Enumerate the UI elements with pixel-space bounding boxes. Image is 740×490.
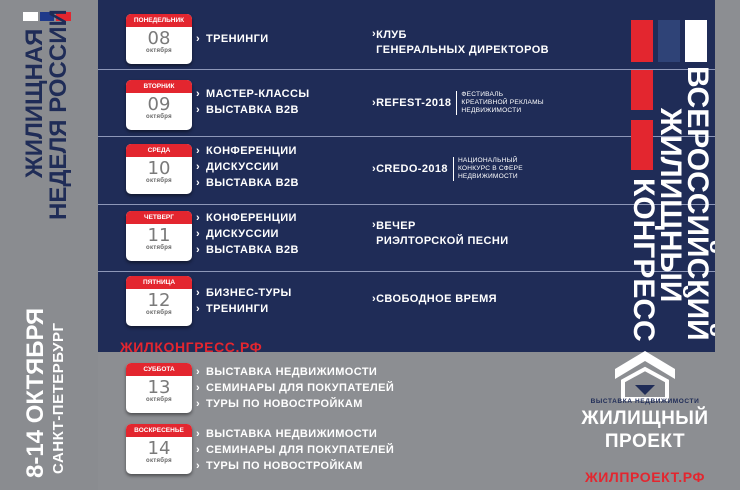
month-label: октября <box>145 48 172 54</box>
house-logo-icon <box>613 349 677 401</box>
chevron-right-icon: › <box>196 145 201 157</box>
calendar-day-11 <box>126 211 192 261</box>
chevron-right-icon: › <box>196 161 201 173</box>
activity-item: МАСТЕР-КЛАССЫ <box>206 88 310 100</box>
weekday-label: ВОСКРЕСЕНЬЕ <box>126 424 192 437</box>
activity-item: ДИСКУССИИ <box>206 228 279 240</box>
event-09 <box>372 91 544 115</box>
month-label: октября <box>145 310 172 316</box>
event-10 <box>372 157 523 181</box>
calendar-day-08 <box>126 14 192 64</box>
activity-item: ДИСКУССИИ <box>206 161 279 173</box>
week-title-line2: НЕДЕЛЯ РОССИИ <box>45 9 72 220</box>
chevron-right-icon: › <box>196 177 201 189</box>
weekday-label: СУББОТА <box>126 363 192 376</box>
activities-13 <box>196 364 394 412</box>
activity-item: СЕМИНАРЫ ДЛЯ ПОКУПАТЕЛЕЙ <box>206 444 395 456</box>
activity-item: КОНФЕРЕНЦИИ <box>206 212 297 224</box>
activity-item: ТРЕНИНГИ <box>206 33 269 45</box>
activities-09 <box>196 86 310 118</box>
weekday-label: ВТОРНИК <box>126 80 192 93</box>
event-08 <box>372 28 549 58</box>
month-label: октября <box>145 397 172 403</box>
weekday-label: СРЕДА <box>126 144 192 157</box>
event-title: КЛУБ ГЕНЕРАЛЬНЫХ ДИРЕКТОРОВ <box>376 29 550 56</box>
chevron-right-icon: › <box>196 398 201 410</box>
chevron-right-icon: › <box>196 366 201 378</box>
chevron-right-icon: › <box>372 162 377 175</box>
exhibition-subtitle: ВЫСТАВКА НЕДВИЖИМОСТИ <box>590 398 700 405</box>
week-title-line1: ЖИЛИЩНАЯ <box>21 28 48 178</box>
chevron-right-icon: › <box>372 96 377 109</box>
event-subtitle: ФЕСТИВАЛЬ КРЕАТИВНОЙ РЕКЛАМЫ НЕДВИЖИМОСТИ <box>456 91 543 115</box>
event-subtitle: НАЦИОНАЛЬНЫЙ КОНКУРС В СФЕРЕ НЕДВИЖИМОСТИ <box>453 157 523 181</box>
logo-bar-red <box>631 70 653 110</box>
chevron-right-icon: › <box>196 104 201 116</box>
chevron-right-icon: › <box>196 228 201 240</box>
chevron-right-icon: › <box>372 219 377 231</box>
right-strip <box>715 0 740 352</box>
logo-bar-navy <box>658 20 680 62</box>
logo-bar-red <box>631 120 653 170</box>
chevron-right-icon: › <box>196 428 201 440</box>
chevron-right-icon: › <box>372 293 377 305</box>
weekday-label: ПЯТНИЦА <box>126 276 192 289</box>
event-title: REFEST-2018 <box>376 97 452 109</box>
congress-url: ЖИЛКОНГРЕСС.РФ <box>120 339 263 355</box>
activity-item: БИЗНЕС-ТУРЫ <box>206 287 292 299</box>
month-label: октября <box>145 114 172 120</box>
day-number: 11 <box>147 225 171 246</box>
activities-12 <box>196 285 292 317</box>
chevron-right-icon: › <box>196 33 201 45</box>
exhibition-url: ЖИЛПРОЕКТ.РФ <box>585 469 706 485</box>
calendar-day-13 <box>126 363 192 413</box>
activity-item: ВЫСТАВКА B2B <box>206 177 299 189</box>
event-11 <box>372 219 509 249</box>
month-label: октября <box>145 245 172 251</box>
weekday-label: ЧЕТВЕРГ <box>126 211 192 224</box>
month-label: октября <box>145 458 172 464</box>
chevron-right-icon: › <box>196 382 201 394</box>
activity-item: СЕМИНАРЫ ДЛЯ ПОКУПАТЕЛЕЙ <box>206 382 395 394</box>
activities-11 <box>196 210 299 258</box>
day-number: 13 <box>147 377 171 398</box>
day-number: 12 <box>147 290 171 311</box>
activity-item: КОНФЕРЕНЦИИ <box>206 145 297 157</box>
city-label: САНКТ-ПЕТЕРБУРГ <box>50 322 67 474</box>
chevron-right-icon: › <box>196 244 201 256</box>
event-title: ВЕЧЕР РИЭЛТОРСКОЙ ПЕСНИ <box>376 220 509 247</box>
activities-08 <box>196 31 269 47</box>
exhibition-name-line1: ЖИЛИЩНЫЙ <box>581 408 709 429</box>
day-number: 14 <box>147 438 171 459</box>
calendar-day-10 <box>126 144 192 194</box>
logo-bar-red <box>631 20 653 62</box>
day-number: 09 <box>147 94 171 115</box>
activity-item: ВЫСТАВКА НЕДВИЖИМОСТИ <box>206 428 378 440</box>
chevron-right-icon: › <box>196 88 201 100</box>
activity-item: ТРЕНИНГИ <box>206 303 269 315</box>
weekday-label: ПОНЕДЕЛЬНИК <box>126 14 192 27</box>
chevron-right-icon: › <box>196 460 201 472</box>
activity-item: ВЫСТАВКА НЕДВИЖИМОСТИ <box>206 366 378 378</box>
activities-14 <box>196 426 394 474</box>
event-title: CREDO-2018 <box>376 163 448 175</box>
calendar-day-12 <box>126 276 192 326</box>
dates-label: 8-14 ОКТЯБРЯ <box>22 307 49 478</box>
activity-item: ВЫСТАВКА B2B <box>206 244 299 256</box>
activities-10 <box>196 143 299 191</box>
activity-item: ВЫСТАВКА B2B <box>206 104 299 116</box>
chevron-right-icon: › <box>196 287 201 299</box>
day-number: 10 <box>147 158 171 179</box>
exhibition-name-line2: ПРОЕКТ <box>604 431 686 452</box>
month-label: октября <box>145 178 172 184</box>
event-12 <box>372 293 497 305</box>
activity-item: ТУРЫ ПО НОВОСТРОЙКАМ <box>206 460 363 472</box>
congress-title-line3: КОНГРЕСС <box>627 178 660 342</box>
chevron-right-icon: › <box>196 444 201 456</box>
day-number: 08 <box>147 28 171 49</box>
calendar-day-09 <box>126 80 192 130</box>
chevron-right-icon: › <box>196 212 201 224</box>
calendar-day-14 <box>126 424 192 474</box>
congress-title-line1: ВСЕРОССИЙСКИЙ <box>681 66 714 341</box>
chevron-right-icon: › <box>196 303 201 315</box>
event-title: СВОБОДНОЕ ВРЕМЯ <box>376 293 497 306</box>
congress-title-line2: ЖИЛИЩНЫЙ <box>654 108 687 303</box>
exhibition-name <box>565 407 725 453</box>
chevron-right-icon: › <box>372 28 377 40</box>
logo-bar-white <box>685 20 707 62</box>
activity-item: ТУРЫ ПО НОВОСТРОЙКАМ <box>206 398 363 410</box>
